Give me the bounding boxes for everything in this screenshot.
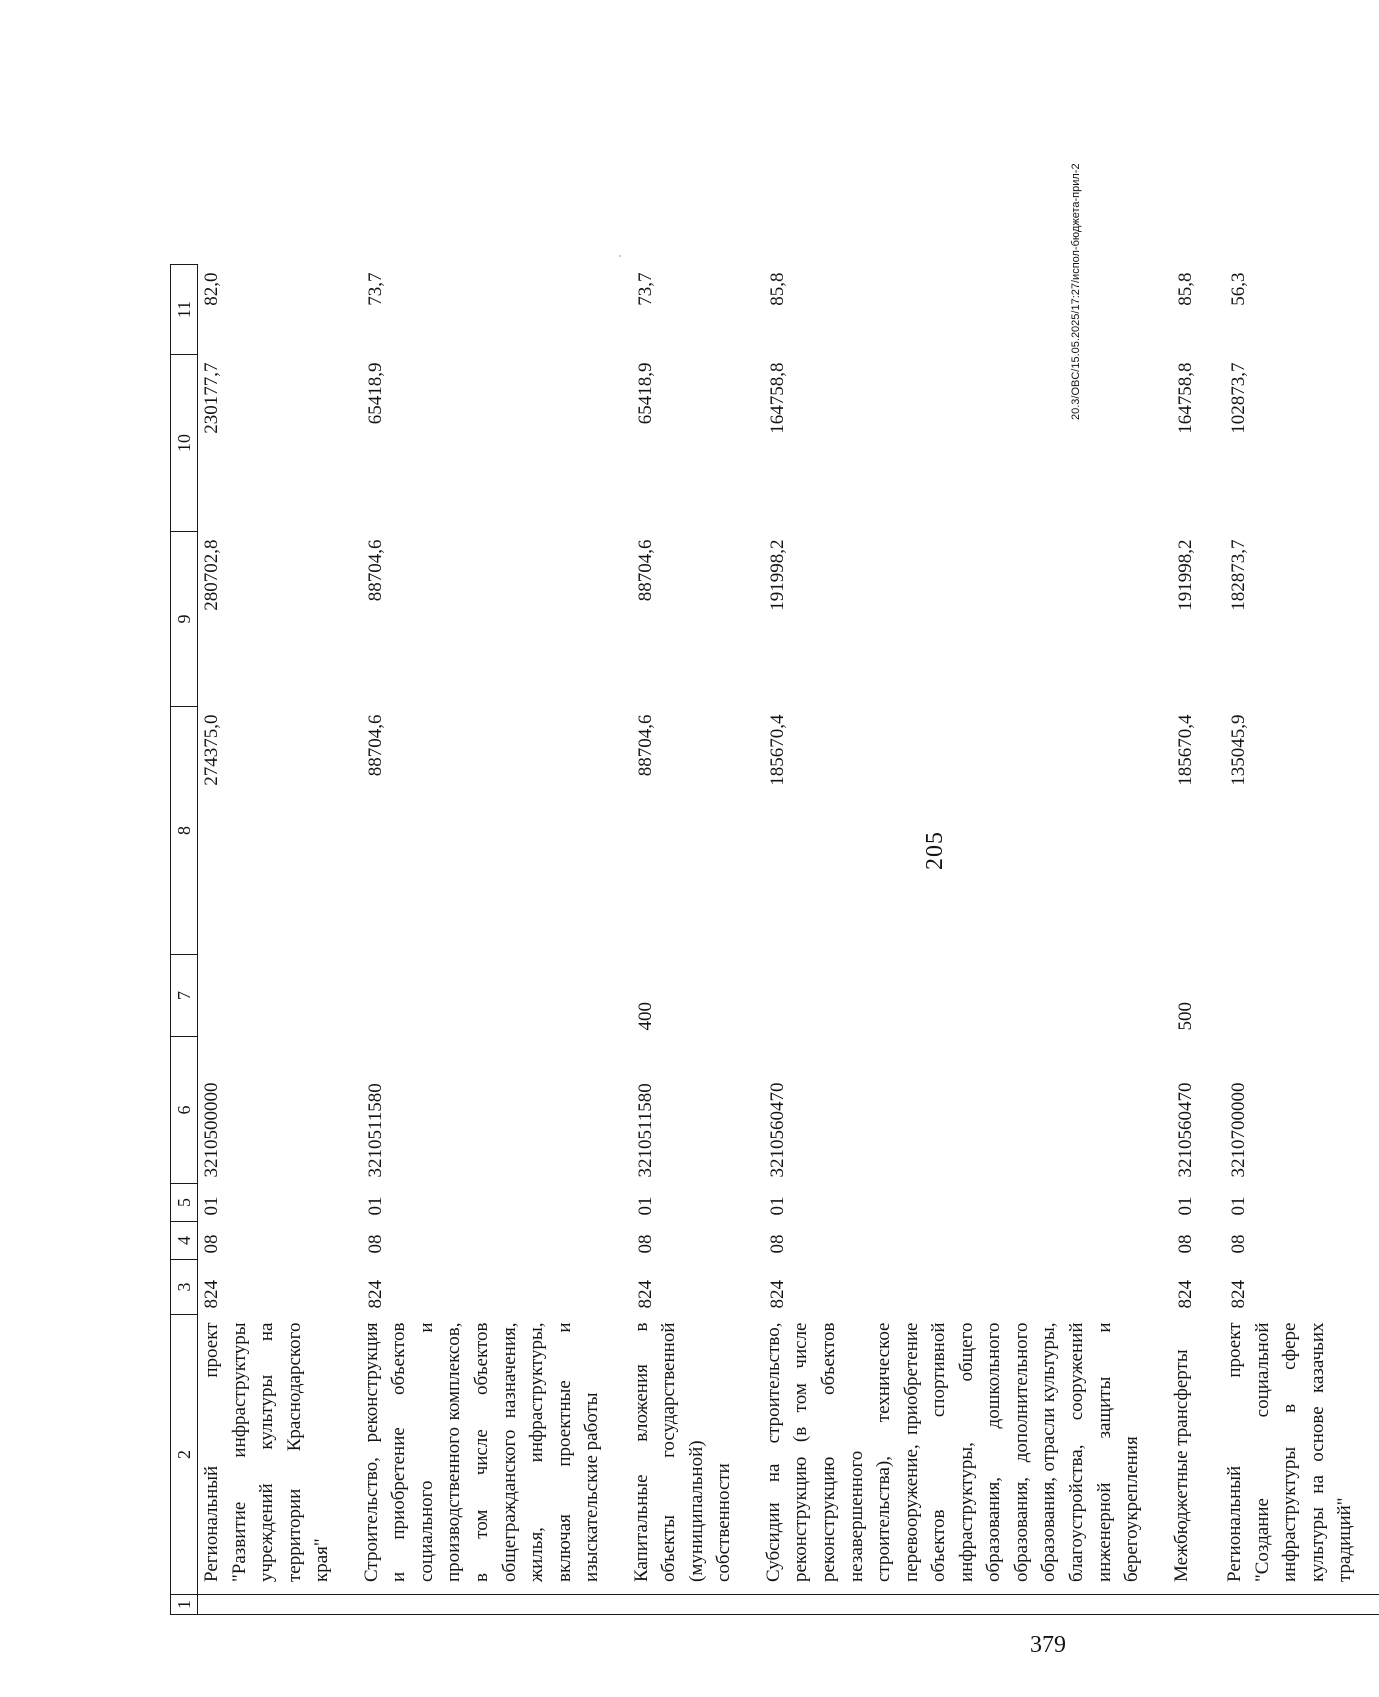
cell-section: 08 — [364, 1234, 386, 1254]
col-number: 5 — [171, 1184, 198, 1222]
col-number: 11 — [171, 265, 198, 355]
cell-expense-type — [356, 955, 626, 1037]
cell-section: 08 — [1228, 1234, 1250, 1254]
cell-target-article: 3210511580 — [634, 1083, 656, 1178]
cell-col9: 182873,7 — [1228, 539, 1250, 611]
table-row — [1219, 265, 1379, 1615]
cell-col8: 185670,4 — [766, 714, 788, 786]
cell-col11: 85,8 — [1174, 272, 1196, 306]
cell-col11: 82,0 — [201, 272, 223, 306]
rotated-table-page — [170, 80, 1356, 1620]
cell-name: Субсидии на строительство, реконструкцию (в том числе реконструкцию объектов незавершенного строительства), техническое перевооружение, приобретение объектов спортивной инфраструктуры, общего образования, дошкольного образования, дополнительного образования, отрасли культуры, благоустройства, сооружений инженерной защиты и берегоукрепления — [758, 1315, 1166, 1595]
cell-expense-type — [758, 955, 1166, 1037]
cell-name: Региональный проект "Развитие инфраструктуры учреждений культуры на территории Краснодарского края" — [198, 1315, 356, 1595]
col-number: 2 — [171, 1315, 198, 1595]
table-row — [356, 265, 626, 1615]
cell-subsection: 01 — [1174, 1196, 1196, 1216]
cell-col11: 56,3 — [1228, 272, 1250, 306]
cell-col9: 88704,6 — [634, 539, 656, 602]
table-row — [758, 265, 1166, 1615]
cell-col8: 185670,4 — [1174, 714, 1196, 786]
cell-col9: 191998,2 — [766, 539, 788, 611]
col-number: 3 — [171, 1260, 198, 1315]
cell-col9: 191998,2 — [1174, 539, 1196, 611]
cell-col11: 73,7 — [634, 272, 656, 306]
column-number-header-row — [171, 265, 198, 1615]
cell-col11: 85,8 — [766, 272, 788, 306]
page-number-bottom: 379 — [1030, 1632, 1066, 1658]
cell-col10: 102873,7 — [1228, 362, 1250, 434]
cell-ministry-code: 824 — [1228, 1280, 1250, 1309]
table-row — [626, 265, 758, 1615]
col-number: 9 — [171, 532, 198, 707]
cell-expense-type — [198, 955, 356, 1037]
budget-table — [170, 264, 1379, 1615]
document-footer-id: 20.3/OBC/15.05.2025/17:27/испол-бюджета-прил-2 — [1070, 163, 1082, 420]
cell-name: Строительство, реконструкция и приобретение объектов социального и производственного комплексов, в том числе объектов общегражданского назначения, жилья, инфраструктуры, включая проектные и изыскательские работы — [356, 1315, 626, 1595]
cell-blank — [198, 1595, 356, 1615]
cell-section: 08 — [201, 1234, 223, 1254]
cell-col8: 135045,9 — [1228, 714, 1250, 786]
cell-name: Региональный проект "Создание социальной инфраструктуры в сфере культуры на основе казачьих традиций" — [1219, 1315, 1379, 1595]
cell-ministry-code: 824 — [201, 1280, 223, 1309]
cell-col10: 230177,7 — [201, 362, 223, 434]
cell-col9: 88704,6 — [364, 539, 386, 602]
cell-blank — [1166, 1595, 1220, 1615]
col-number: 8 — [171, 707, 198, 955]
cell-expense-type: 400 — [634, 1002, 656, 1031]
cell-subsection: 01 — [634, 1196, 656, 1216]
cell-target-article: 3210700000 — [1228, 1082, 1250, 1178]
table-row — [198, 265, 356, 1615]
cell-target-article: 3210500000 — [201, 1082, 223, 1178]
col-number: 10 — [171, 355, 198, 532]
col-number: 4 — [171, 1222, 198, 1260]
cell-ministry-code: 824 — [1174, 1280, 1196, 1309]
cell-blank — [356, 1595, 626, 1615]
col-number: 1 — [171, 1595, 198, 1615]
cell-ministry-code: 824 — [364, 1280, 386, 1309]
cell-ministry-code: 824 — [766, 1280, 788, 1309]
cell-blank — [758, 1595, 1166, 1615]
cell-expense-type — [1219, 955, 1379, 1037]
cell-subsection: 01 — [766, 1196, 788, 1216]
cell-section: 08 — [1174, 1234, 1196, 1254]
cell-col10: 65418,9 — [364, 362, 386, 425]
page-number-top: 205 — [922, 831, 948, 870]
cell-col10: 164758,8 — [1174, 362, 1196, 434]
cell-col11: 73,7 — [364, 272, 386, 306]
cell-col8: 88704,6 — [364, 714, 386, 777]
cell-section: 08 — [766, 1234, 788, 1254]
cell-col9: 280702,8 — [201, 539, 223, 611]
cell-blank — [626, 1595, 758, 1615]
cell-col10: 65418,9 — [634, 362, 656, 425]
cell-expense-type: 500 — [1174, 1002, 1196, 1031]
cell-subsection: 01 — [1228, 1196, 1250, 1216]
cell-blank — [1219, 1595, 1379, 1615]
col-number: 6 — [171, 1037, 198, 1184]
cell-subsection: 01 — [364, 1196, 386, 1216]
cell-target-article: 3210560470 — [1174, 1082, 1196, 1178]
table-row — [1166, 265, 1220, 1615]
cell-subsection: 01 — [201, 1196, 223, 1216]
cell-target-article: 3210560470 — [766, 1082, 788, 1178]
cell-name: Капитальные вложения в объекты государственной (муниципальной) собственности — [626, 1315, 758, 1595]
cell-col8: 88704,6 — [634, 714, 656, 777]
cell-col8: 274375,0 — [201, 714, 223, 786]
cell-target-article: 3210511580 — [364, 1083, 386, 1178]
cell-col10: 164758,8 — [766, 362, 788, 434]
col-number: 7 — [171, 955, 198, 1037]
cell-name: Межбюджетные трансферты — [1166, 1315, 1220, 1595]
cell-ministry-code: 824 — [634, 1280, 656, 1309]
cell-section: 08 — [634, 1234, 656, 1254]
